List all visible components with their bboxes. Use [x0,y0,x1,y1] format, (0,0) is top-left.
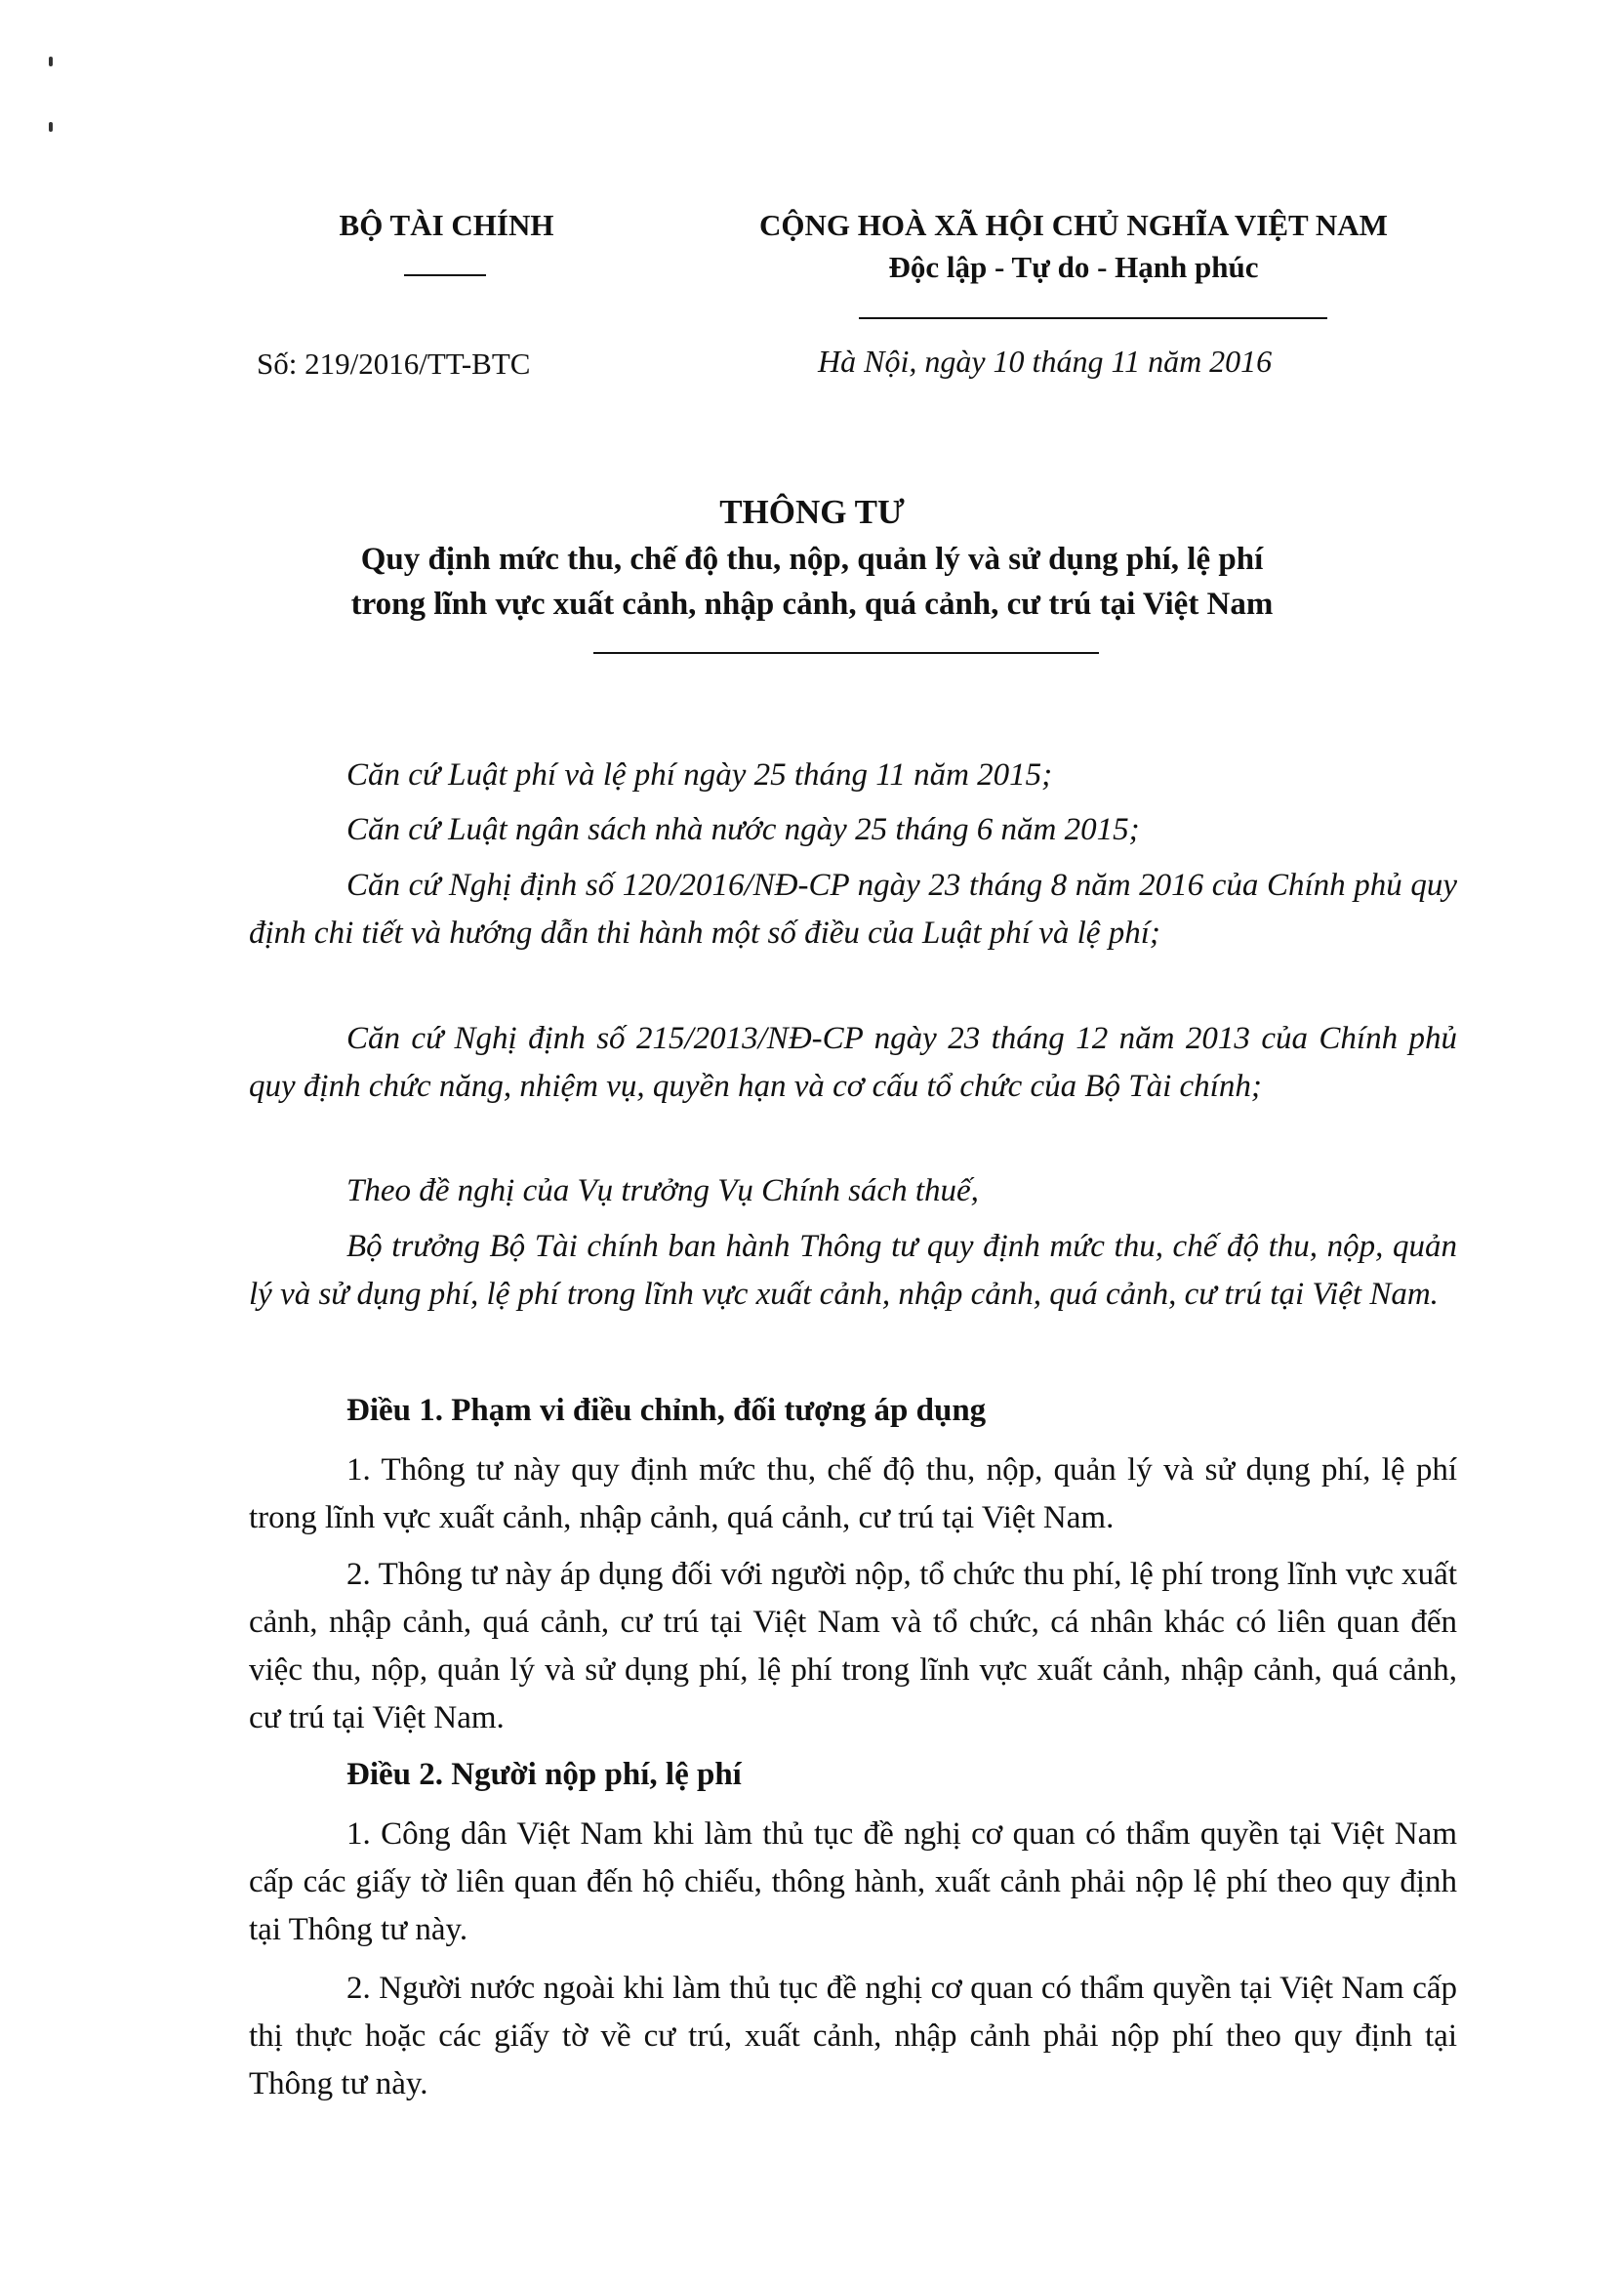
document-title-line-2: trong lĩnh vực xuất cảnh, nhập cảnh, quá cảnh, cư trú tại Việt Nam [350,587,1274,622]
document-number: Số: 219/2016/TT-BTC [257,347,531,381]
preamble-proposal: Theo đề nghị của Vụ trưởng Vụ Chính sách thuế, [346,1173,979,1208]
article-1-heading: Điều 1. Phạm vi điều chỉnh, đối tượng áp dụng [346,1393,987,1428]
preamble-basis-fee-law: Căn cứ Luật phí và lệ phí ngày 25 tháng 11 năm 2015; [346,757,1053,793]
title-underline [593,652,1099,654]
document-title-line-1: Quy định mức thu, chế độ thu, nộp, quản lý và sử dụng phí, lệ phí [360,542,1264,577]
article-1-clause-2: 2. Thông tư này áp dụng đối với người nộp, tổ chức thu phí, lệ phí trong lĩnh vực xuất cảnh, nhập cảnh, quá cảnh, cư trú tại Việt Nam và tổ chức, cá nhân khác có liên quan đến việc thu, nộp, quản lý và sử dụng phí, lệ phí trong lĩnh vực xuất cảnh, nhập cảnh, quá cảnh, cư trú tại Việt Nam. [249,1557,1457,1735]
article-1-clause-1: 1. Thông tư này quy định mức thu, chế độ thu, nộp, quản lý và sử dụng phí, lệ phí trong lĩnh vực xuất cảnh, nhập cảnh, quá cảnh, cư trú tại Việt Nam. [249,1452,1457,1535]
preamble-promulgation: Bộ trưởng Bộ Tài chính ban hành Thông tư quy định mức thu, chế độ thu, nộp, quản lý và sử dụng phí, lệ phí trong lĩnh vực xuất cảnh, nhập cảnh, quá cảnh, cư trú tại Việt Nam. [249,1229,1457,1312]
ministry-underline [404,274,486,276]
document-type: THÔNG TƯ [719,493,905,531]
article-2-clause-2: 2. Người nước ngoài khi làm thủ tục đề nghị cơ quan có thẩm quyền tại Việt Nam cấp thị thực hoặc các giấy tờ về cư trú, xuất cảnh, nhập cảnh phải nộp phí theo quy định tại Thông tư này. [249,1971,1457,2101]
scan-speck [49,57,53,66]
article-2-heading: Điều 2. Người nộp phí, lệ phí [346,1757,742,1792]
republic-name: CỘNG HOÀ XÃ HỘI CHỦ NGHĨA VIỆT NAM [759,208,1388,242]
motto-underline [859,317,1327,319]
ministry-name: BỘ TÀI CHÍNH [339,208,554,242]
national-motto: Độc lập - Tự do - Hạnh phúc [888,250,1259,284]
article-2-clause-1: 1. Công dân Việt Nam khi làm thủ tục đề nghị cơ quan có thẩm quyền tại Việt Nam cấp các giấy tờ liên quan đến hộ chiếu, thông hành, xuất cảnh phải nộp lệ phí theo quy định tại Thông tư này. [249,1816,1457,1947]
scan-speck [49,122,53,132]
place-date: Hà Nội, ngày 10 tháng 11 năm 2016 [818,344,1273,379]
preamble-basis-decree-120: Căn cứ Nghị định số 120/2016/NĐ-CP ngày 23 tháng 8 năm 2016 của Chính phủ quy định chi tiết và hướng dẫn thi hành một số điều của Luật phí và lệ phí; [249,868,1457,951]
preamble-basis-budget-law: Căn cứ Luật ngân sách nhà nước ngày 25 tháng 6 năm 2015; [346,812,1140,847]
preamble-basis-decree-215: Căn cứ Nghị định số 215/2013/NĐ-CP ngày 23 tháng 12 năm 2013 của Chính phủ quy định chức năng, nhiệm vụ, quyền hạn và cơ cấu tổ chức của Bộ Tài chính; [249,1021,1457,1104]
